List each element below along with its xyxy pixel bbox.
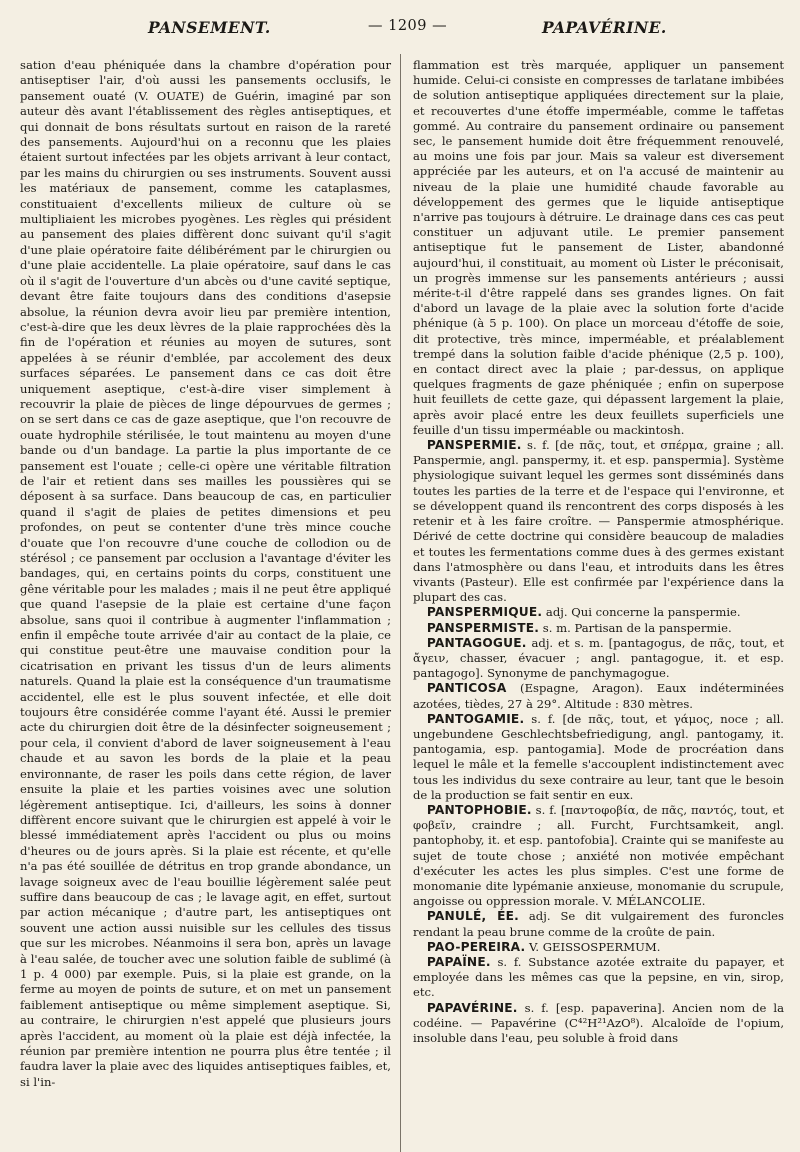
entry-panspermie	[413, 438, 784, 605]
entry-panspermique	[413, 605, 784, 620]
right-column	[413, 58, 784, 1152]
headword: PANTAGOGUE.	[426, 635, 527, 650]
headword: PANTICOSA	[426, 681, 507, 696]
entry-panspermiste	[413, 621, 784, 636]
definition: (Espagne, Aragon). Eaux indéterminées azotées, tièdes, 27 à 29°. Altitude : 830 mètres.	[413, 681, 784, 711]
entry-papaverine	[413, 1001, 784, 1047]
definition: s. f. [de πᾶς, tout, et σπέρμα, graine ; all. Panspermie, angl. panspermy, it. et esp. panspermia]. Système physiologique suivant lequel les germes sont disséminés dans toutes les parties de la terre et de l'espace qui l'environne, et se développent quand ils rencontrent des corps disposés à les retenir et à les faire croître. — Panspermie atmosphérique. Dérivé de cette doctrine qui considère beaucoup de maladies et toutes les fermentations comme dues à des germes existant dans l'atmosphère ou dans l'eau, et introduits dans les êtres vivants (Pasteur). Elle est confirmée par l'expérience dans la plupart des cas.	[413, 438, 784, 605]
definition: V. GEISSOSPERMUM.	[525, 939, 661, 954]
headword: PAPAÏNE.	[426, 954, 491, 969]
left-column	[20, 58, 391, 1152]
headword: PANTOPHOBIE.	[426, 802, 532, 817]
entry-pantophobie	[413, 803, 784, 909]
header-right-word: PAPAVÉRINE.	[542, 18, 667, 37]
headword: PANSPERMIE.	[426, 438, 522, 453]
column-divider	[400, 54, 401, 1152]
definition: s. f. Substance azotée extraite du papayer, et employée dans les mêmes cas que la pepsine, en vin, sirop, etc.	[413, 954, 784, 1000]
entry-panule	[413, 909, 784, 939]
entry-papaine	[413, 955, 784, 1001]
definition: s. m. Partisan de la panspermie.	[539, 620, 732, 635]
headword: PANULÉ, ÉE.	[426, 909, 519, 924]
entry-pantogamie	[413, 712, 784, 803]
running-header	[0, 18, 800, 44]
definition: adj. Se dit vulgairement des furoncles rendant la peau brune comme de la croûte de pain.	[413, 909, 784, 939]
headword: PAO-PEREIRA.	[426, 939, 526, 954]
entry-panticosa	[413, 681, 784, 711]
definition: s. f. [παντοφοβία, de πᾶς, παντός, tout, et φοβεῖν, craindre ; all. Furcht, Furchtsamkeit, angl. pantophoby, it. et esp. pantofobia]. Crainte qui se manifeste au sujet de toute chose ; anxiété non motivée empêchant d'exécuter les actes les plus simples. C'est une forme de monomanie dite lypémanie anxieuse, monomanie du scrupule, angoisse ou oppression morale. V. MÉLANCOLIE.	[413, 802, 784, 909]
header-left-word: PANSEMENT.	[148, 18, 271, 37]
headword: PANSPERMISTE.	[426, 620, 540, 635]
entry-pao-pereira	[413, 940, 784, 955]
headword: PANSPERMIQUE.	[426, 605, 543, 620]
entry-pantagogue	[413, 636, 784, 682]
headword: PANTOGAMIE.	[426, 711, 525, 726]
left-column-text: sation d'eau phéniquée dans la chambre d'opération pour antiseptiser l'air, d'où aussi les pansements occlusifs, le pansement ouaté (V. OUATE) de Guérin, imaginé par son auteur dès avant l'établissement des règles antiseptiques, et qui donnait de bons résultats surtout en raison de la rareté des pansements. Aujourd'hui on a reconnu que les plaies étaient surtout infectées par les objets arrivant à leur contact, par les mains du chirurgien ou ses instruments. Souvent aussi les matériaux de pansement, comme les cataplasmes, constituaient d'excellents milieux de culture où se multipliaient les microbes pyogènes. Les règles qui président au pansement des plaies diffèrent donc suivant qu'il s'agit d'une plaie opératoire faite délibérément par le chirurgien ou d'une plaie accidentelle. La plaie opératoire, sauf dans le cas où il s'agit de l'ouverture d'un abcès ou d'une cavité septique, devant être faite toujours dans des conditions d'asepsie absolue, la réunion devra avoir lieu par première intention, c'est-à-dire que les deux lèvres de la plaie rapprochées dès la fin de l'opération et réunies au moyen de sutures, sont appelées à se réunir d'emblée, par accolement des deux surfaces séparées. Le pansement dans ce cas doit être uniquement aseptique, c'est-à-dire viser simplement à recouvrir la plaie de pièces de linge dépourvues de germes ; on se sert dans ce cas de gaze aseptique, que l'on recouvre de ouate hydrophile stérilisée, le tout maintenu au moyen d'une bande ou d'un bandage. La partie la plus importante de ce pansement est l'ouate ; celle-ci opère une véritable filtration de l'air et retient dans ses mailles les poussières qui se déposent à sa surface. Dans beaucoup de cas, en particulier quand il s'agit de plaies de petites dimensions et peu profondes, on peut se contenter d'une très mince couche d'ouate que l'on recouvre d'une couche de collodion ou de stérésol ; ce pansement par occlusion a l'avantage d'éviter les bandages, qui, en certains points du corps, constituent une gêne véritable pour les malades ; mais il ne peut être appliqué que quand l'asepsie de la plaie est certaine d'une façon absolue, sans quoi il contribue à augmenter l'inflammation ; enfin il empêche toute arrivée d'air au contact de la plaie, ce qui constitue peut-être une mauvaise condition pour la cicatrisation en privant les tissus d'un de leurs aliments naturels. Quand la plaie est la conséquence d'un traumatisme accidentel, elle est le plus souvent infectée, et elle doit toujours être considérée comme l'ayant été. Aussi le premier acte du chirurgien doit être de la désinfecter soigneusement ; pour cela, il convient d'abord de laver soigneusement à l'eau chaude et au savon les bords de la plaie et la peau environnante, de raser les poils dans cette région, de laver ensuite la plaie et les parties voisines avec une solution légèrement antiseptique. Ici, d'ailleurs, les soins à donner diffèrent encore suivant que le chirurgien est appelé à voir le blessé immédiatement après l'accident ou plus ou moins d'heures ou de jours après. Si la plaie est récente, et qu'elle n'a pas été souillée de détritus en trop grande abondance, un lavage soigneux avec de l'eau bouillie légèrement salée peut suffire dans beaucoup de cas ; le lavage agit, en effet, surtout par action mécanique ; d'autre part, les antiseptiques ont souvent une action aussi nuisible sur les cellules des tissus que sur les microbes. Néanmoins il sera bon, après un lavage à l'eau salée, de toucher avec une solution faible de sublimé (à 1 p. 4 000) par exemple. Puis, si la plaie est grande, on la ferme au moyen de points de suture, et on met un pansement faiblement antiseptique ou même simplement aseptique. Si, au contraire, le chirurgien n'est appelé que plusieurs jours après l'accident, au moment où la plaie est déjà infectée, la réunion par première intention ne pourra plus être tentée ; il faudra laver la plaie avec des liquides antiseptiques faibles, et, si l'in-	[20, 58, 391, 1089]
definition: adj. et s. m. [pantagogus, de πᾶς, tout, et ἄγειν, chasser, évacuer ; angl. pantagogue, it. et esp. pantagogo]. Synonyme de panchymagogue.	[413, 635, 784, 681]
definition: s. f. [esp. papaverina]. Ancien nom de la codéine. — Papavérine (C⁴²H²¹AzO⁸). Alcaloïde de l'opium, insoluble dans l'eau, peu soluble à froid dans	[413, 1000, 784, 1045]
definition: adj. Qui concerne la panspermie.	[542, 605, 741, 620]
definition: s. f. [de πᾶς, tout, et γάμος, noce ; all. ungebundene Geschlechtsbefriedigung, angl. pantogamy, it. pantogamia, esp. pantogamia]. Mode de procréation dans lequel le mâle et la femelle s'accouplent indistinctement avec tous les individus du sexe contraire au leur, tant que le besoin de la production se fait sentir en eux.	[413, 711, 784, 802]
page-number: — 1209 —	[368, 18, 448, 34]
right-column-continuation: flammation est très marquée, appliquer un pansement humide. Celui-ci consiste en compresses de tarlatane imbibées de solution antiseptique appliquées directement sur la plaie, et recouvertes d'une étoffe imperméable, comme le taffetas gommé. Au contraire du pansement ordinaire ou pansement sec, le pansement humide doit être fréquemment renouvelé, au moins une fois par jour. Mais sa valeur est diversement appréciée par les auteurs, et on l'a accusé de maintenir au niveau de la plaie une humidité chaude favorable au développement des germes que le liquide antiseptique n'arrive pas toujours à détruire. Le drainage dans ces cas peut constituer un adjuvant utile. Le premier pansement antiseptique fut le pansement de Lister, abandonné aujourd'hui, il constituait, au moment où Lister le préconisait, un progrès immense sur les pansements antérieurs ; aussi mérite-t-il d'être rappelé dans ses grandes lignes. On fait d'abord un lavage de la plaie avec la solution forte d'acide phénique (à 5 p. 100). On place un morceau d'étoffe de soie, dit protective, très mince, imperméable, et préalablement trempé dans la solution faible d'acide phénique (2,5 p. 100), en contact direct avec la plaie ; par-dessus, on applique quelques fragments de gaze phéniquée ; enfin on superpose huit feuillets de cette gaze, qui dépassent largement la plaie, après avoir placé entre les deux feuillets superficiels une feuille d'un tissu imperméable ou mackintosh.	[413, 58, 784, 437]
headword: PAPAVÉRINE.	[426, 1000, 518, 1015]
